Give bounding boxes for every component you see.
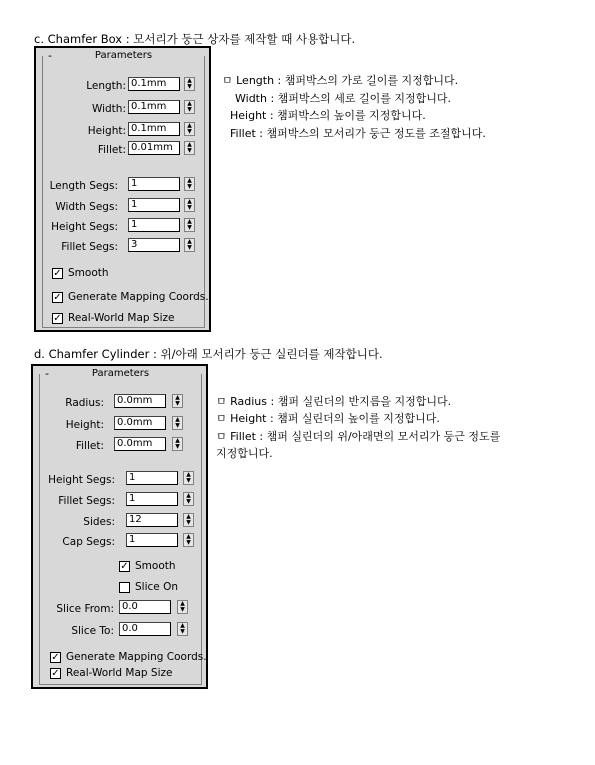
real-world-map-size-checkbox[interactable]: [50, 668, 61, 679]
fillet-segs-input[interactable]: 3: [128, 238, 180, 252]
width-segs-label: Width Segs:: [55, 201, 118, 213]
sides-spinner-arrows-icon[interactable]: ▲ ▼: [183, 513, 194, 527]
fillet-segs-spinner-arrows-icon[interactable]: ▲ ▼: [184, 238, 195, 252]
chamfer-box-parameters-panel: [34, 46, 211, 332]
smooth-label: Smooth: [135, 560, 176, 572]
slice-from-label: Slice From:: [56, 603, 114, 615]
real-world-map-size-checkbox[interactable]: [52, 313, 63, 324]
height-spinner-arrows-icon[interactable]: ▲ ▼: [184, 122, 195, 136]
collapse-minus-icon[interactable]: -: [45, 367, 49, 380]
fillet-spinner-arrows-icon[interactable]: ▲ ▼: [172, 437, 183, 451]
slice-on-checkbox[interactable]: [119, 582, 130, 593]
length-spinner-arrows-icon[interactable]: ▲ ▼: [184, 77, 195, 91]
height-segs-label: Height Segs:: [51, 221, 118, 233]
chamfer-box-desc-width: Width : 챔퍼박스의 세로 길이를 지정합니다.: [235, 92, 452, 105]
fillet-label: Fillet:: [75, 440, 104, 452]
checkmark-icon: ✓: [53, 313, 62, 324]
sides-input[interactable]: 12: [126, 513, 178, 527]
length-segs-label: Length Segs:: [49, 180, 118, 192]
smooth-label: Smooth: [68, 267, 109, 279]
height-segs-input[interactable]: 1: [128, 218, 180, 232]
section-d-heading: d. Chamfer Cylinder : 위/아래 모서리가 둥근 실린더를 제작합니다.: [34, 347, 383, 361]
parameters-rollout: [42, 49, 205, 328]
fillet-segs-label: Fillet Segs:: [58, 495, 115, 507]
fillet-segs-spinner-arrows-icon[interactable]: ▲ ▼: [183, 492, 194, 506]
real-world-map-size-label: Real-World Map Size: [68, 312, 175, 324]
slice-from-spinner-arrows-icon[interactable]: ▲ ▼: [177, 600, 188, 614]
collapse-minus-icon[interactable]: -: [48, 49, 52, 62]
length-segs-input[interactable]: 1: [128, 177, 180, 191]
cap-segs-spinner-arrows-icon[interactable]: ▲ ▼: [183, 533, 194, 547]
fillet-input[interactable]: 0.0mm: [114, 437, 166, 451]
real-world-map-size-label: Real-World Map Size: [66, 667, 173, 679]
slice-on-label: Slice On: [135, 581, 178, 593]
cap-segs-label: Cap Segs:: [62, 536, 115, 548]
chamfer-cylinder-desc-fillet: ㅁ Fillet : 챔퍼 실린더의 위/아래면의 모서리가 둥근 정도를: [216, 430, 501, 443]
radius-label: Radius:: [65, 397, 104, 409]
smooth-checkbox[interactable]: [119, 561, 130, 572]
rollout-title[interactable]: Parameters: [40, 368, 201, 379]
fillet-input[interactable]: 0.01mm: [128, 141, 180, 155]
height-segs-input[interactable]: 1: [126, 471, 178, 485]
fillet-label: Fillet:: [97, 144, 126, 156]
rollout-title[interactable]: Parameters: [43, 50, 204, 61]
generate-mapping-coords-label: Generate Mapping Coords.: [68, 291, 209, 303]
height-segs-label: Height Segs:: [48, 474, 115, 486]
chamfer-cylinder-desc-radius: ㅁ Radius : 챔퍼 실린더의 반지름을 지정합니다.: [216, 395, 452, 408]
height-label: Height:: [87, 125, 126, 137]
section-c-heading: c. Chamfer Box : 모서리가 둥근 상자를 제작할 때 사용합니다.: [34, 32, 356, 46]
length-label: Length:: [86, 80, 126, 92]
height-spinner-arrows-icon[interactable]: ▲ ▼: [172, 416, 183, 430]
height-input[interactable]: 0.0mm: [114, 416, 166, 430]
checkmark-icon: ✓: [120, 561, 129, 572]
length-segs-spinner-arrows-icon[interactable]: ▲ ▼: [184, 177, 195, 191]
checkmark-icon: ✓: [51, 652, 60, 663]
slice-to-spinner-arrows-icon[interactable]: ▲ ▼: [177, 622, 188, 636]
length-input[interactable]: 0.1mm: [128, 77, 180, 91]
checkmark-icon: ✓: [53, 292, 62, 303]
checkmark-icon: ✓: [53, 268, 62, 279]
fillet-spinner-arrows-icon[interactable]: ▲ ▼: [184, 141, 195, 155]
width-input[interactable]: 0.1mm: [128, 100, 180, 114]
slice-to-input[interactable]: 0.0: [119, 622, 171, 636]
slice-from-input[interactable]: 0.0: [119, 600, 171, 614]
chamfer-box-desc-fillet: Fillet : 챔퍼박스의 모서리가 둥근 정도를 조절합니다.: [230, 127, 486, 140]
radius-spinner-arrows-icon[interactable]: ▲ ▼: [172, 394, 183, 408]
chamfer-cylinder-desc-height: ㅁ Height : 챔퍼 실린더의 높이를 지정합니다.: [216, 412, 440, 425]
smooth-checkbox[interactable]: [52, 268, 63, 279]
radius-input[interactable]: 0.0mm: [114, 394, 166, 408]
generate-mapping-coords-checkbox[interactable]: [50, 652, 61, 663]
width-spinner-arrows-icon[interactable]: ▲ ▼: [184, 100, 195, 114]
generate-mapping-coords-label: Generate Mapping Coords.: [66, 651, 207, 663]
width-label: Width:: [91, 103, 126, 115]
slice-to-label: Slice To:: [71, 625, 114, 637]
chamfer-box-desc-length: ㅁ Length : 챔퍼박스의 가로 길이를 지정합니다.: [222, 74, 459, 87]
width-segs-input[interactable]: 1: [128, 198, 180, 212]
chamfer-cylinder-desc-fillet-cont: 지정합니다.: [216, 447, 273, 460]
width-segs-spinner-arrows-icon[interactable]: ▲ ▼: [184, 198, 195, 212]
generate-mapping-coords-checkbox[interactable]: [52, 292, 63, 303]
fillet-segs-input[interactable]: 1: [126, 492, 178, 506]
sides-label: Sides:: [83, 516, 115, 528]
height-segs-spinner-arrows-icon[interactable]: ▲ ▼: [183, 471, 194, 485]
fillet-segs-label: Fillet Segs:: [61, 241, 118, 253]
height-input[interactable]: 0.1mm: [128, 122, 180, 136]
chamfer-cylinder-parameters-panel: [31, 364, 208, 689]
height-segs-spinner-arrows-icon[interactable]: ▲ ▼: [184, 218, 195, 232]
checkmark-icon: ✓: [51, 668, 60, 679]
chamfer-box-desc-height: Height : 챔퍼박스의 높이를 지정합니다.: [230, 109, 426, 122]
cap-segs-input[interactable]: 1: [126, 533, 178, 547]
height-label: Height:: [65, 419, 104, 431]
